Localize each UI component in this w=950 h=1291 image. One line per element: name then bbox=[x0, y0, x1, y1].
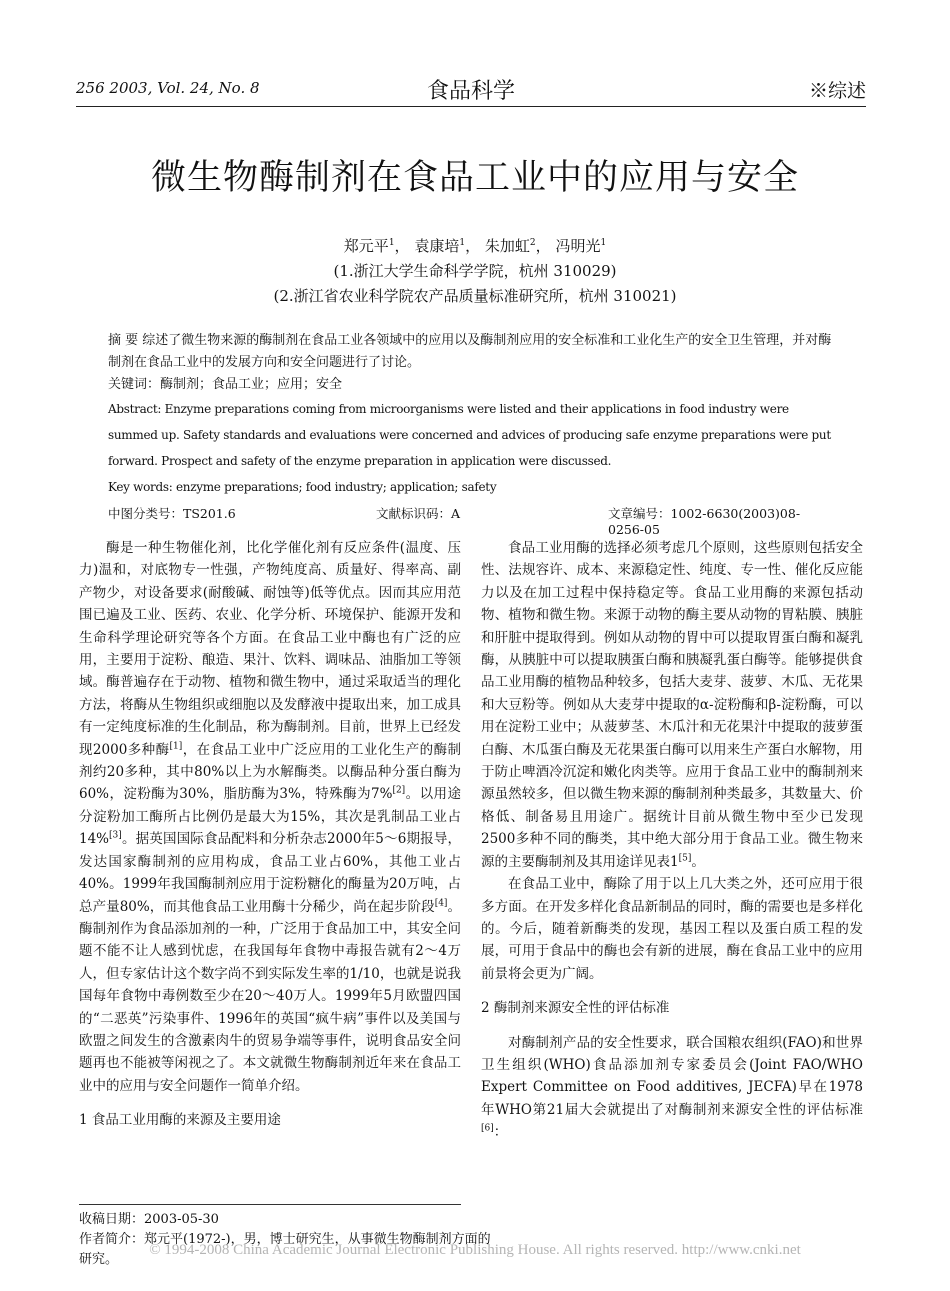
body-text: ： bbox=[493, 1124, 508, 1141]
body-column-right bbox=[481, 537, 863, 1144]
body-text: 。以用途分淀粉加工酶所占比例仍是最大为15%，其次是乳制品工业占14% bbox=[79, 786, 461, 848]
author-separator: ， bbox=[394, 237, 410, 255]
body-paragraph bbox=[79, 537, 461, 1097]
body-paragraph bbox=[481, 1032, 863, 1144]
document-code: 文献标识码：A bbox=[376, 506, 461, 521]
keywords-en-text: enzyme preparations; food industry; application; safety bbox=[175, 480, 497, 494]
body-paragraph: 在食品工业中，酶除了用于以上几大类之外，还可应用于很多方面。在开发多样化食品新制品的同时，酶的需要也是多样化的。今后，随着新酶类的发现，基因工程以及蛋白质工程的发展，可用于食品中的酶也会有新的进展，酶在食品工业中的应用前景将会更为广阔。 bbox=[481, 876, 863, 982]
author-name: 郑元平 bbox=[343, 237, 389, 255]
body-text: 。酶制剂作为食品添加剂的一种，广泛用于食品加工中，其安全问题不能不让人感到忧虑，在我国每年食物中毒报告就有2～4万人，但专家估计这个数字尚不到实际发生率的1/10，也就是说我国每年食物中毒例数至少在20～40万人。1999年5月欧盟四国的“二恶英”污染事件、1996年的英国“疯牛病”事件以及美国与欧盟之间发生的含激素肉牛的贸易争端等事件，说明食品安全问题再也不能被等闲视之了。本文就微生物酶制剂近年来在食品工业中的应用与安全问题作一简单介绍。 bbox=[79, 898, 462, 1094]
body-paragraph bbox=[481, 537, 863, 873]
abstract-en-text: Enzyme preparations coming from microorganisms were listed and their applications in food industry were summed up. Safety standards and evaluations were concerned and advices of producing safe enzyme preparations were put forward. Prospect and safety of the enzyme preparation in application were discussed. bbox=[108, 402, 831, 468]
keywords-cn-text: 酶制剂；食品工业；应用；安全 bbox=[160, 377, 343, 392]
author-separator: ， bbox=[535, 237, 551, 255]
body-column-left bbox=[79, 537, 461, 1144]
citation: [4] bbox=[434, 898, 448, 908]
keywords-cn-label: 关键词： bbox=[108, 377, 161, 392]
affiliation-2: (2.浙江省农业科学院农产品质量标准研究所，杭州 310021) bbox=[273, 287, 677, 305]
author-separator: ， bbox=[465, 237, 481, 255]
received-date: 收稿日期：2003-05-30 bbox=[79, 1212, 219, 1227]
abstract-cn bbox=[108, 330, 833, 374]
citation: [1] bbox=[169, 741, 183, 752]
footnotes bbox=[79, 1210, 499, 1270]
abstract-cn-text: 综述了微生物来源的酶制剂在食品工业各领域中的应用以及酶制剂应用的安全标准和工业化生产的安全卫生管理，并对酶制剂在食品工业中的发展方向和安全问题进行了讨论。 bbox=[108, 333, 832, 370]
header-section: ※综述 bbox=[808, 80, 866, 102]
affiliation-1: (1.浙江大学生命科学学院，杭州 310029) bbox=[333, 262, 617, 280]
classification-line bbox=[108, 504, 833, 537]
header-volume: 256 2003, Vol. 24, No. 8 bbox=[76, 79, 260, 97]
abstract-en bbox=[108, 396, 833, 474]
body-text: 食品工业用酶的选择必须考虑几个原则，这些原则包括安全性、法规容许、成本、来源稳定性、纯度、专一性、催化反应能力以及在加工过程中保持稳定等。食品工业用酶的来源包括动物、植物和微生物。来源于动物的酶主要从动物的胃粘膜、胰脏和肝脏中提取得到。例如从动物的胃中可以提取胃蛋白酶和凝乳酶，从胰脏中可以提取胰蛋白酶和胰凝乳蛋白酶等。能够提供食品工业用酶的植物品种较多，包括大麦芽、菠萝、木瓜、无花果和大豆粉等。例如从大麦芽中提取的α-淀粉酶和β-淀粉酶，可以用在淀粉工业中；从菠萝茎、木瓜汁和无花果汁中提取的菠萝蛋白酶、木瓜蛋白酶及无花果蛋白酶可以用来生产蛋白水解物，用于防止啤酒冷沉淀和嫩化肉类等。应用于食品工业中的酶制剂来源虽然较多，但以微生物来源的酶制剂种类最多，其数量大、价格低、制备易且用途广。据统计目前从微生物中至少已发现2500多种不同的酶类，其中绝大部分用于食品工业。微生物来源的主要酶制剂及其用途详见表1 bbox=[481, 540, 863, 870]
author-affil-mark: 2 bbox=[529, 238, 536, 248]
author-name: 冯明光 bbox=[555, 237, 601, 255]
author-name: 袁康培 bbox=[414, 237, 460, 255]
clc-number: 中图分类号：TS201.6 bbox=[108, 506, 236, 521]
keywords-cn bbox=[108, 374, 833, 396]
body-text: 。据英国国际食品配料和分析杂志2000年5～6期报导，发达国家酶制剂的应用构成，食品工业占60%，其他工业占40%。1999年我国酶制剂应用于淀粉糖化的酶量为20万吨，占总产量80%，而其他食品工业用酶十分稀少，尚在起步阶段 bbox=[79, 831, 461, 915]
author-affil-mark: 1 bbox=[600, 238, 607, 248]
section-heading-2: 2 酶制剂来源安全性的评估标准 bbox=[481, 1000, 670, 1017]
citation: [2] bbox=[392, 785, 406, 796]
keywords-en bbox=[108, 474, 833, 500]
author-name: 朱加虹 bbox=[484, 237, 530, 255]
abstract-en-label: Abstract: bbox=[108, 402, 162, 416]
author-names bbox=[0, 234, 950, 259]
section-heading-1: 1 食品工业用酶的来源及主要用途 bbox=[79, 1112, 281, 1129]
author-bio: 作者简介：郑元平(1972-)，男，博士研究生，从事微生物酶制剂方面的研究。 bbox=[79, 1232, 491, 1267]
article-number: 文章编号：1002-6630(2003)08-0256-05 bbox=[608, 506, 801, 537]
body-text: 对酶制剂产品的安全性要求，联合国粮农组织(FAO)和世界卫生组织(WHO)食品添加剂专家委员会(Joint FAO/WHO Expert Committee on Food additives, JECFA)早在1978年WHO第21届大会就提出了对酶制剂来源安全性的评估标准 bbox=[481, 1034, 863, 1118]
body-text: 。 bbox=[691, 853, 705, 870]
citation: [5] bbox=[678, 853, 692, 864]
citation: [6] bbox=[481, 1123, 494, 1134]
header-journal-name: 食品科学 bbox=[426, 79, 515, 104]
body-text: 酶是一种生物催化剂，比化学催化剂有反应条件(温度、压力)温和，对底物专一性强，产物纯度高、质量好、得率高、副产物少，对设备要求(耐酸碱、耐蚀等)低等优点。因而其应用范围已遍及工业、医药、农业、化学分析、环境保护、能源开发和生命科学理论研究等各个方面。在食品工业中酶也有广泛的应用，主要用于淀粉、酿造、果汁、饮料、调味品、油脂加工等领域。酶普遍存在于动物、植物和微生物中，通过采取适当的理化方法，将酶从生物组织或细胞以及发酵液中提取出来，加工成具有一定纯度标准的生化制品，称为酶制剂。目前，世界上已经发现2000多种酶 bbox=[79, 540, 461, 758]
author-affil-mark: 1 bbox=[459, 238, 466, 248]
article-title: 微生物酶制剂在食品工业中的应用与安全 bbox=[150, 158, 799, 198]
author-affil-mark: 1 bbox=[388, 238, 395, 248]
body-text: ，在食品工业中广泛应用的工业化生产的酶制剂约20多种，其中80%以上为水解酶类。以酶品种分蛋白酶为60%，淀粉酶为30%，脂肪酶为3%，特殊酶为7% bbox=[79, 741, 462, 803]
running-header bbox=[76, 72, 866, 107]
abstract-cn-label: 摘 要 bbox=[108, 333, 139, 348]
footnote-divider bbox=[79, 1204, 461, 1205]
keywords-en-label: Key words: bbox=[108, 480, 173, 494]
copyright-watermark: © 1994-2008 China Academic Journal Electronic Publishing House. All rights reserved. http://www.cnki.net bbox=[149, 1242, 801, 1258]
abstract-block bbox=[108, 330, 833, 500]
citation: [3] bbox=[109, 830, 122, 841]
author-block bbox=[0, 234, 950, 309]
